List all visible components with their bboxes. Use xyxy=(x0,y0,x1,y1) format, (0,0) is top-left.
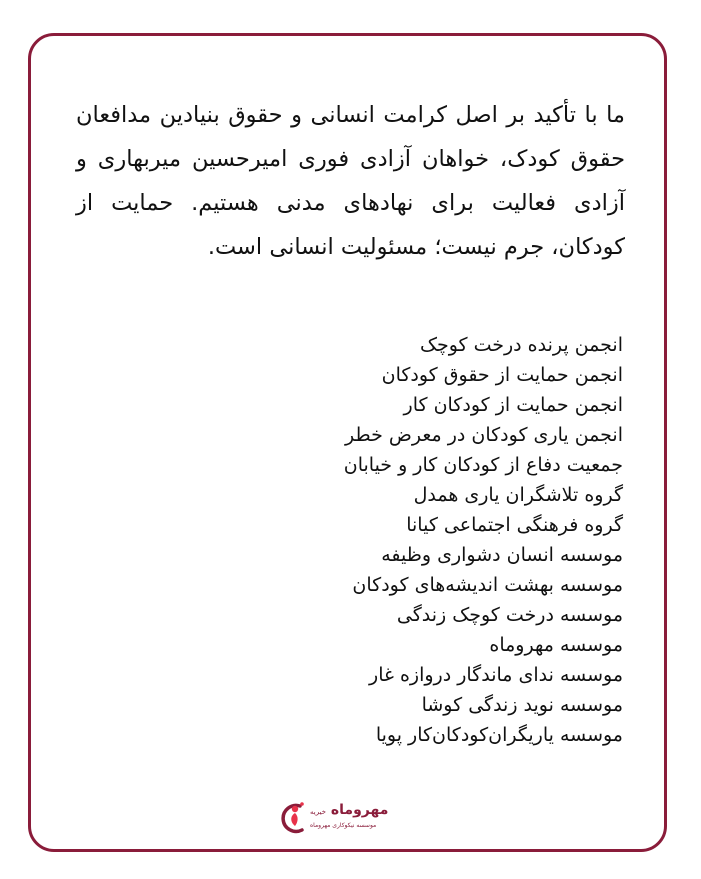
statement-paragraph: ما با تأکید بر اصل کرامت انسانی و حقوق بنیادین مدافعان حقوق کودک، خواهان آزادی فوری امیرحسین میربهاری و آزادی فعالیت برای نهادهای مدنی هستیم. حمایت از کودکان، جرم نیست؛ مسئولیت انسانی است. xyxy=(76,102,625,260)
list-item: گروه تلاشگران یاری همدل xyxy=(413,484,623,506)
list-item: موسسه مهروماه xyxy=(489,634,623,656)
signatories-list xyxy=(223,330,623,750)
list-item: موسسه ندای ماندگار دروازه غار xyxy=(369,664,623,686)
list-item: انجمن حمایت از کودکان کار xyxy=(403,394,623,416)
list-item: انجمن حمایت از حقوق کودکان xyxy=(381,364,623,386)
list-item: گروه فرهنگی اجتماعی کیانا xyxy=(406,514,623,536)
mehromah-logo xyxy=(280,796,400,838)
list-item: جمعیت دفاع از کودکان کار و خیابان xyxy=(343,454,623,476)
list-item: موسسه یاریگران‌کودکان‌کار پویا xyxy=(375,724,623,746)
list-item: موسسه درخت کوچک زندگی xyxy=(396,604,623,626)
logo-subtitle: موسسه نیکوکاری مهروماه xyxy=(310,822,377,829)
list-item: موسسه انسان دشواری وظیفه xyxy=(381,544,623,566)
list-item: انجمن پرنده درخت کوچک xyxy=(419,334,623,356)
child-figure-icon xyxy=(280,800,308,834)
logo-name: مهروماه خیریه xyxy=(310,802,389,818)
list-item: انجمن یاری کودکان در معرض خطر xyxy=(345,424,623,446)
list-item: موسسه نوید زندگی کوشا xyxy=(421,694,623,716)
list-item: موسسه بهشت اندیشه‌های کودکان xyxy=(352,574,623,596)
